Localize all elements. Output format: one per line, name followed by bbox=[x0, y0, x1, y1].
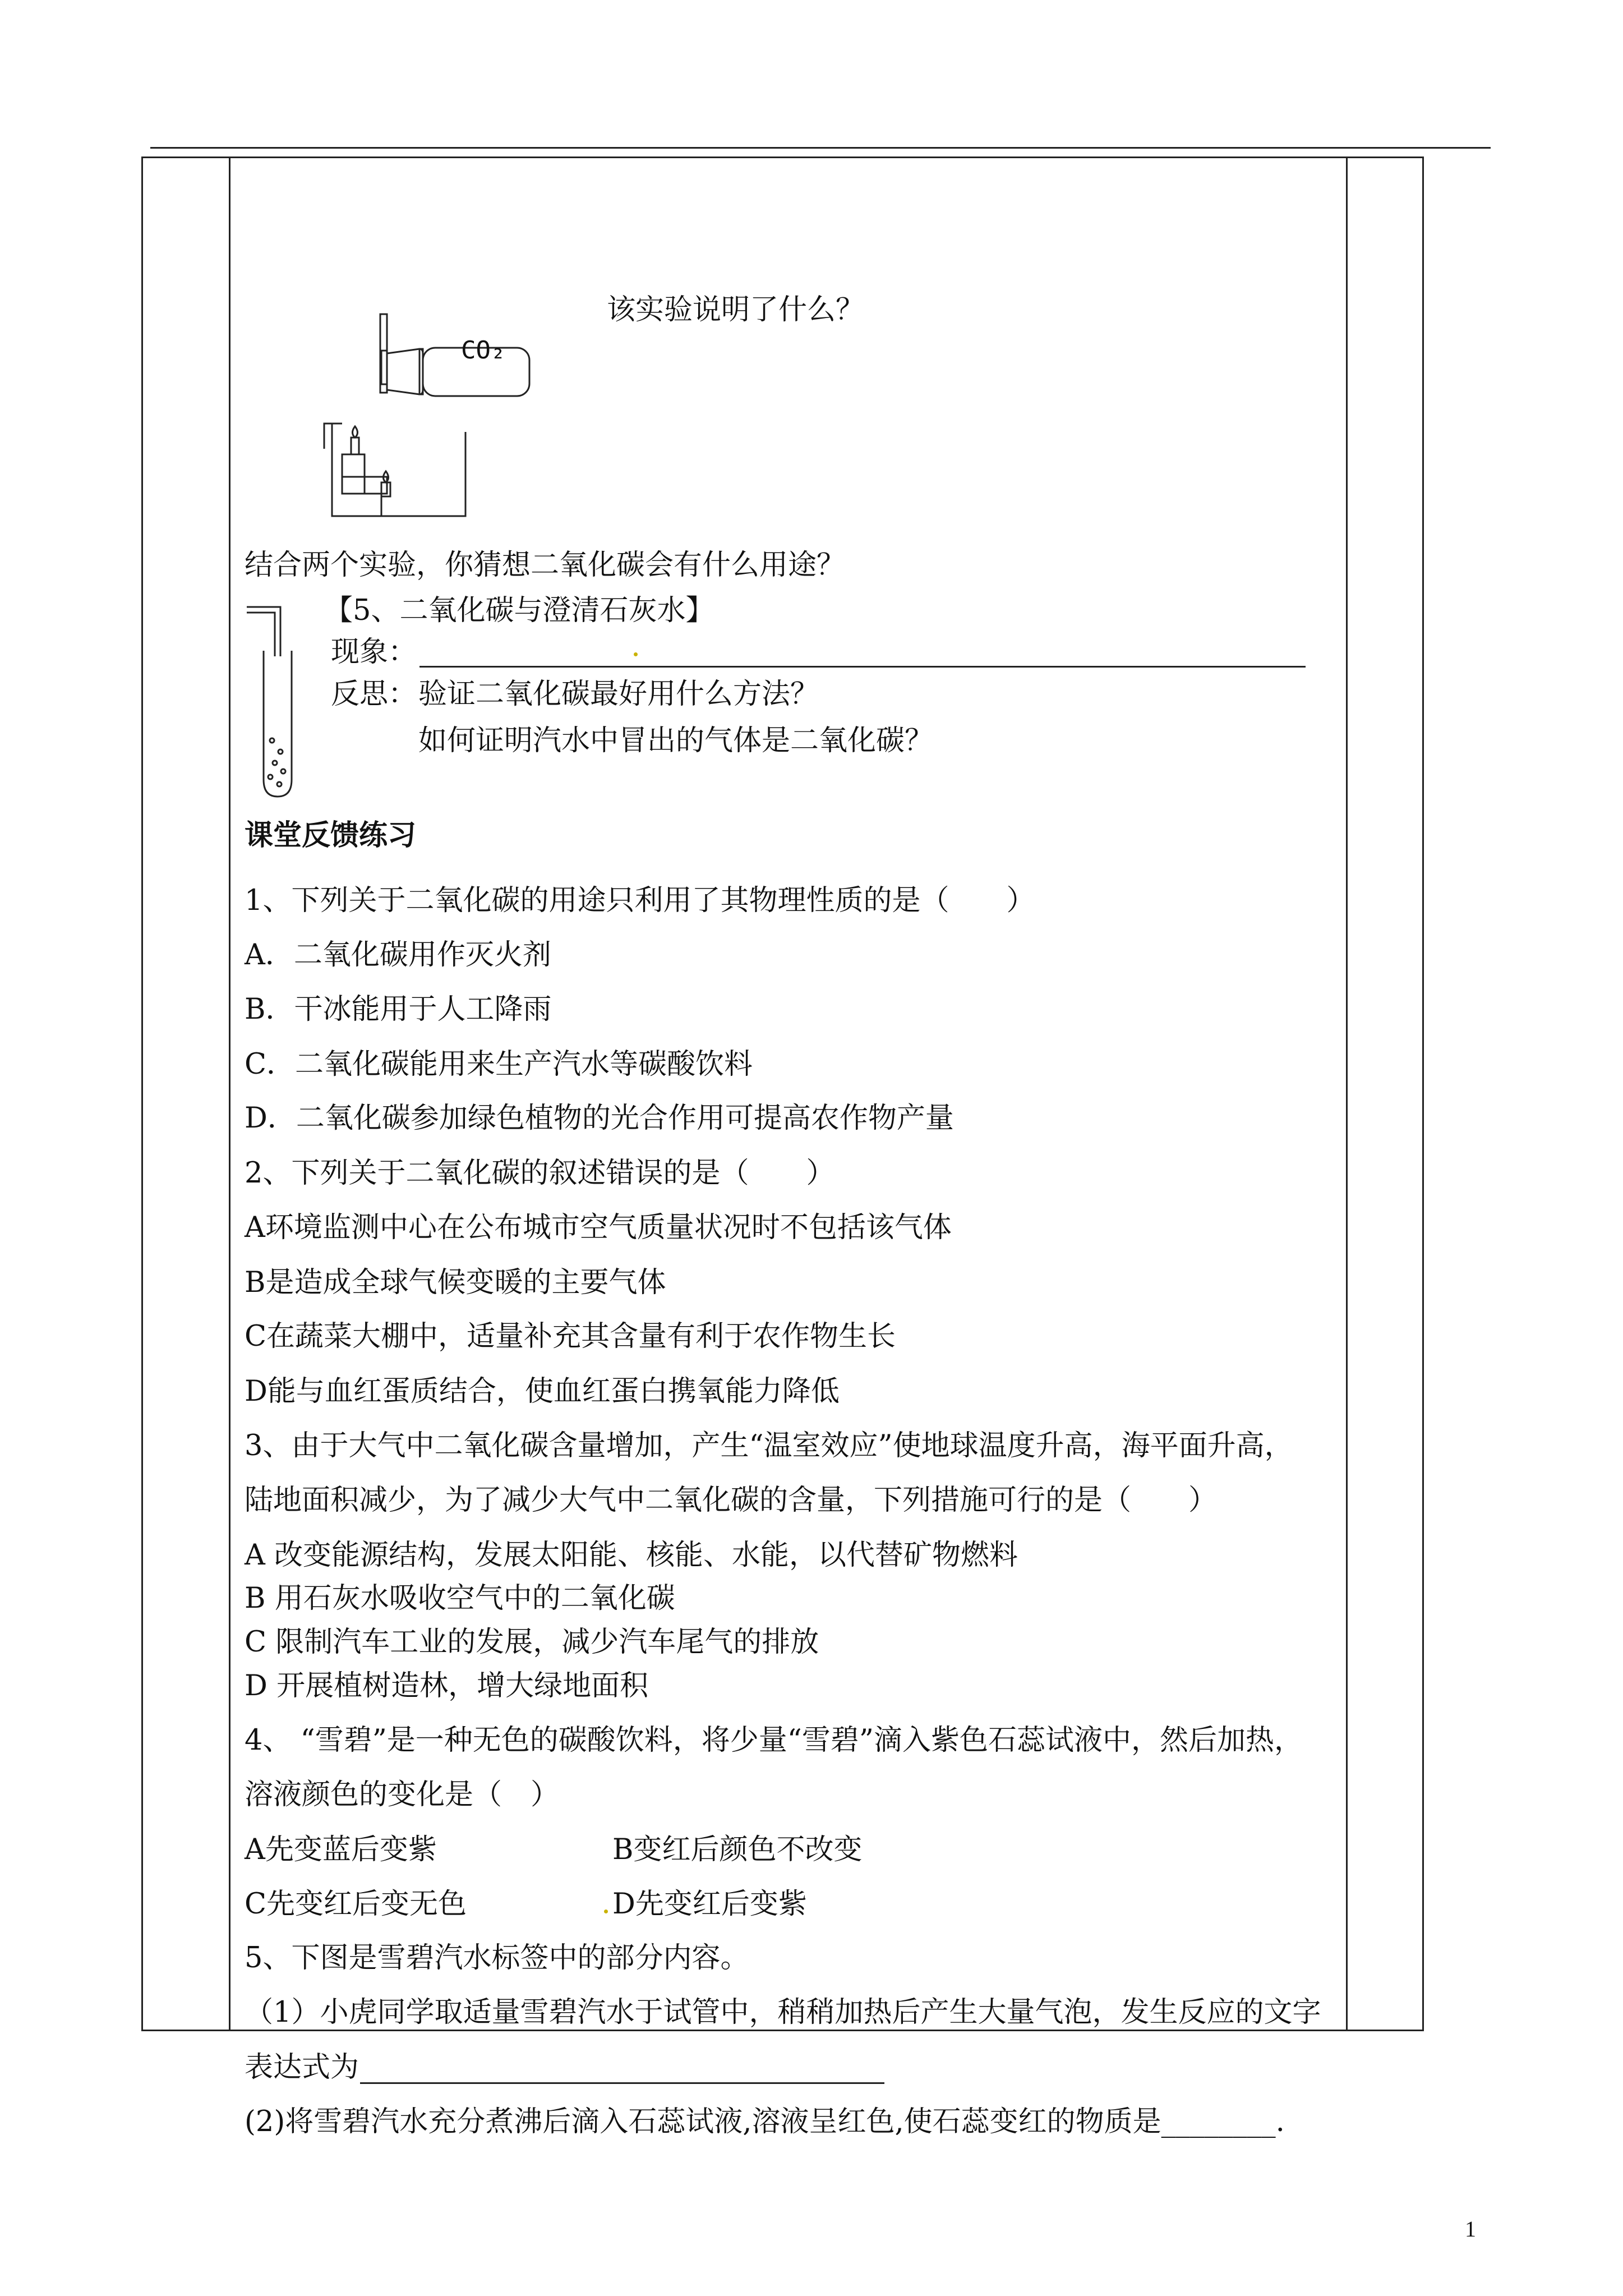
q2-option-b: B是造成全球气候变暖的主要气体 bbox=[245, 1266, 666, 1299]
reflection-question-2: 如何证明汽水中冒出的气体是二氧化碳？ bbox=[418, 724, 934, 757]
table-column-divider-2 bbox=[1346, 157, 1348, 2031]
q3-option-b: B 用石灰水吸收空气中的二氧化碳 bbox=[245, 1582, 675, 1615]
table-border-top bbox=[141, 157, 1424, 158]
q3-option-a: A 改变能源结构，发展太阳能、核能、水能，以代替矿物燃料 bbox=[245, 1539, 1018, 1572]
experiment-question: 该实验说明了什么？ bbox=[607, 293, 865, 326]
co2-pouring-diagram bbox=[303, 309, 544, 522]
q2-option-a: A环境监测中心在公布城市空气质量状况时不包括该气体 bbox=[245, 1211, 952, 1244]
q2-stem: 2、下列关于二氧化碳的叙述错误的是（ ） bbox=[245, 1157, 835, 1190]
practice-heading: 课堂反馈练习 bbox=[245, 818, 417, 852]
q2-option-c: C在蔬菜大棚中，适量补充其含量有利于农作物生长 bbox=[245, 1320, 896, 1353]
table-border-right bbox=[1422, 157, 1424, 2031]
yellow-dot bbox=[634, 652, 638, 656]
yellow-dot bbox=[604, 1910, 608, 1913]
q5-part2: (2)将雪碧汽水充分煮沸后滴入石蕊试液,溶液呈红色,使石蕊变红的物质是________. bbox=[245, 2105, 1285, 2138]
q5-part1-line1: （1）小虎同学取适量雪碧汽水于试管中，稍稍加热后产生大量气泡，发生反应的文字 bbox=[245, 1996, 1321, 2029]
page-number: 1 bbox=[1465, 2216, 1476, 2242]
q1-option-c: C．二氧化碳能用来生产汽水等碳酸饮料 bbox=[245, 1048, 753, 1081]
co2-label: CO₂ bbox=[461, 336, 506, 365]
q1-stem: 1、下列关于二氧化碳的用途只利用了其物理性质的是（ ） bbox=[245, 884, 1035, 917]
q5-answer-blank[interactable] bbox=[360, 2082, 884, 2084]
table-border-left bbox=[141, 157, 143, 2031]
test-tube-diagram bbox=[241, 600, 320, 802]
q4-option-d: D先变红后变紫 bbox=[612, 1888, 807, 1921]
q5-part1-line2: 表达式为 bbox=[245, 2051, 359, 2084]
q3-stem-line2: 陆地面积减少，为了减少大气中二氧化碳的含量，下列措施可行的是（ ） bbox=[245, 1484, 1218, 1517]
table-column-divider-1 bbox=[229, 157, 230, 2031]
q1-option-b: B．干冰能用于人工降雨 bbox=[245, 993, 552, 1026]
phenomenon-label: 现象： bbox=[331, 636, 417, 669]
q4-stem-line1: 4、 “雪碧”是一种无色的碳酸饮料，将少量“雪碧”滴入紫色石蕊试液中，然后加热， bbox=[245, 1724, 1303, 1757]
q2-option-d: D能与血红蛋质结合，使血红蛋白携氧能力降低 bbox=[245, 1375, 840, 1408]
q4-stem-line2: 溶液颜色的变化是（ ） bbox=[245, 1778, 560, 1811]
q4-option-c: C先变红后变无色 bbox=[245, 1888, 467, 1921]
q3-option-c: C 限制汽车工业的发展，减少汽车尾气的排放 bbox=[245, 1626, 819, 1659]
q4-option-b: B变红后颜色不改变 bbox=[612, 1833, 863, 1866]
reflection-label: 反思： bbox=[331, 678, 417, 711]
q1-option-d: D．二氧化碳参加绿色植物的光合作用可提高农作物产量 bbox=[245, 1102, 954, 1135]
header-rule bbox=[150, 147, 1491, 149]
phenomenon-blank[interactable] bbox=[419, 666, 1306, 668]
q3-stem-line1: 3、由于大气中二氧化碳含量增加，产生“温室效应”使地球温度升高，海平面升高， bbox=[245, 1429, 1293, 1462]
uses-question: 结合两个实验，你猜想二氧化碳会有什么用途？ bbox=[245, 549, 846, 582]
q1-option-a: A．二氧化碳用作灭火剂 bbox=[245, 938, 551, 972]
q3-option-d: D 开展植树造林，增大绿地面积 bbox=[245, 1669, 649, 1703]
reflection-question-1: 验证二氧化碳最好用什么方法？ bbox=[418, 678, 819, 711]
section5-title: 【5、二氧化碳与澄清石灰水】 bbox=[324, 594, 714, 627]
table-border-bottom bbox=[141, 2030, 1424, 2031]
q4-option-a: A先变蓝后变紫 bbox=[245, 1833, 437, 1866]
q5-stem: 5、下图是雪碧汽水标签中的部分内容。 bbox=[245, 1941, 749, 1975]
